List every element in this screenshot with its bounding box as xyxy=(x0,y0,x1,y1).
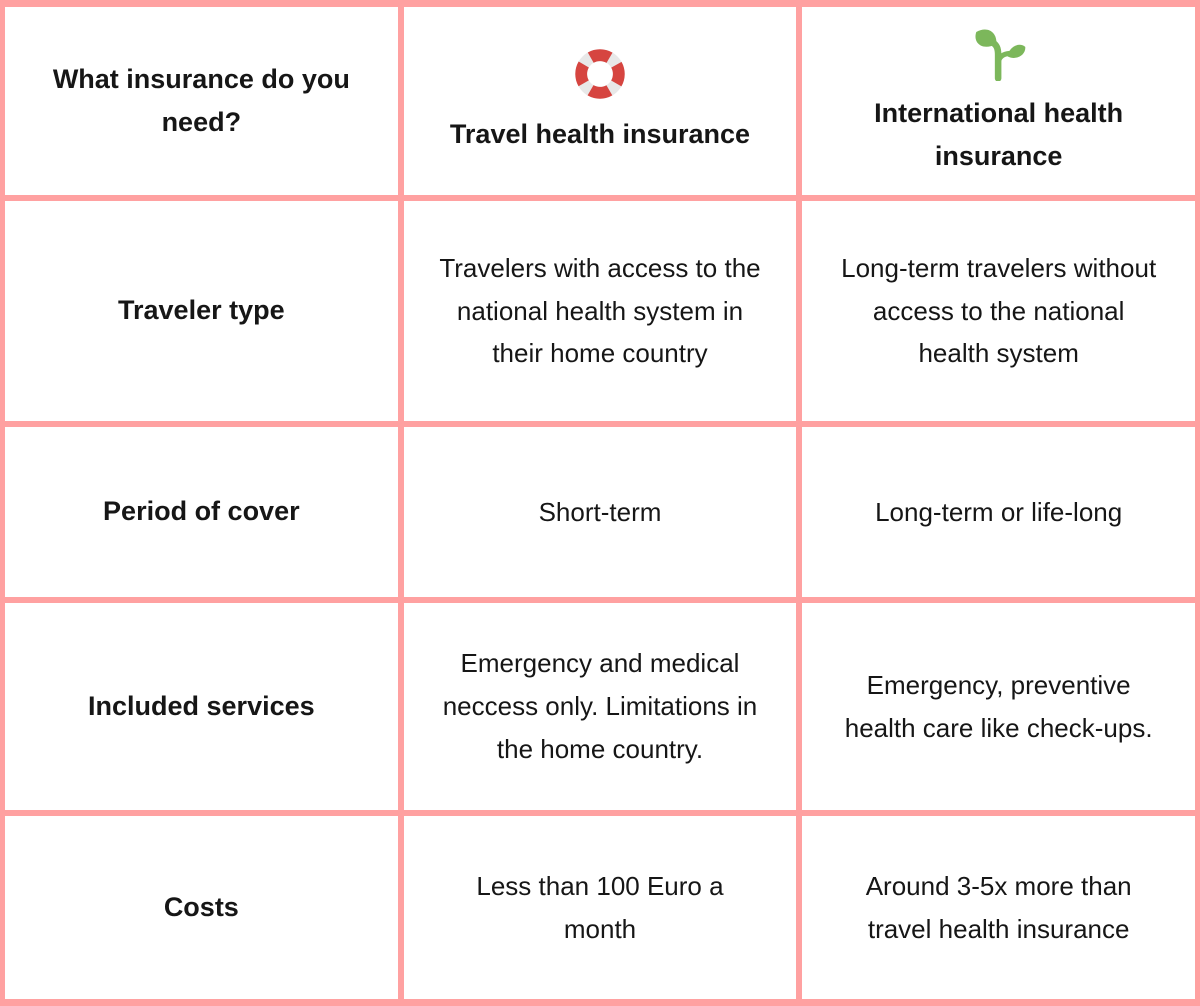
row-label-text: Traveler type xyxy=(118,295,285,326)
cell-text: Travelers with access to the national health system in their home country xyxy=(439,252,761,369)
cell-text: Less than 100 Euro a month xyxy=(476,870,724,944)
row-label-text: Costs xyxy=(163,891,239,922)
international-insurance-column-title: International health insurance xyxy=(874,97,1124,171)
row-label-traveler-type xyxy=(5,201,398,421)
costs-travel-cell xyxy=(404,816,797,999)
header-travel-insurance-cell xyxy=(404,7,797,195)
row-label-text: Period of cover xyxy=(103,496,300,527)
traveler-type-international-cell xyxy=(802,201,1195,421)
row-label-text: Included services xyxy=(88,690,315,721)
costs-international-cell xyxy=(802,816,1195,999)
row-label-costs xyxy=(5,816,398,999)
row-label-period-of-cover xyxy=(5,427,398,597)
traveler-type-travel-cell xyxy=(404,201,797,421)
header-international-insurance-cell xyxy=(802,7,1195,195)
period-of-cover-international-cell xyxy=(802,427,1195,597)
cell-text: Short-term xyxy=(538,496,662,527)
header-question-cell xyxy=(5,7,398,195)
cell-text: Long-term or life-long xyxy=(875,496,1123,527)
table-question: What insurance do you need? xyxy=(52,63,350,137)
cell-text: Emergency and medical neccess only. Limitations in the home country. xyxy=(442,648,758,764)
cell-text: Around 3-5x more than travel health insurance xyxy=(865,870,1132,944)
sprout-icon xyxy=(971,24,1027,82)
cell-text: Long-term travelers without access to the national health system xyxy=(841,252,1157,369)
row-label-included-services xyxy=(5,603,398,810)
included-services-travel-cell xyxy=(404,603,797,810)
period-of-cover-travel-cell xyxy=(404,427,797,597)
travel-insurance-column-title: Travel health insurance xyxy=(449,119,751,150)
lifebuoy-icon xyxy=(572,45,628,103)
cell-text: Emergency, preventive health care like check-ups. xyxy=(844,669,1153,743)
included-services-international-cell xyxy=(802,603,1195,810)
